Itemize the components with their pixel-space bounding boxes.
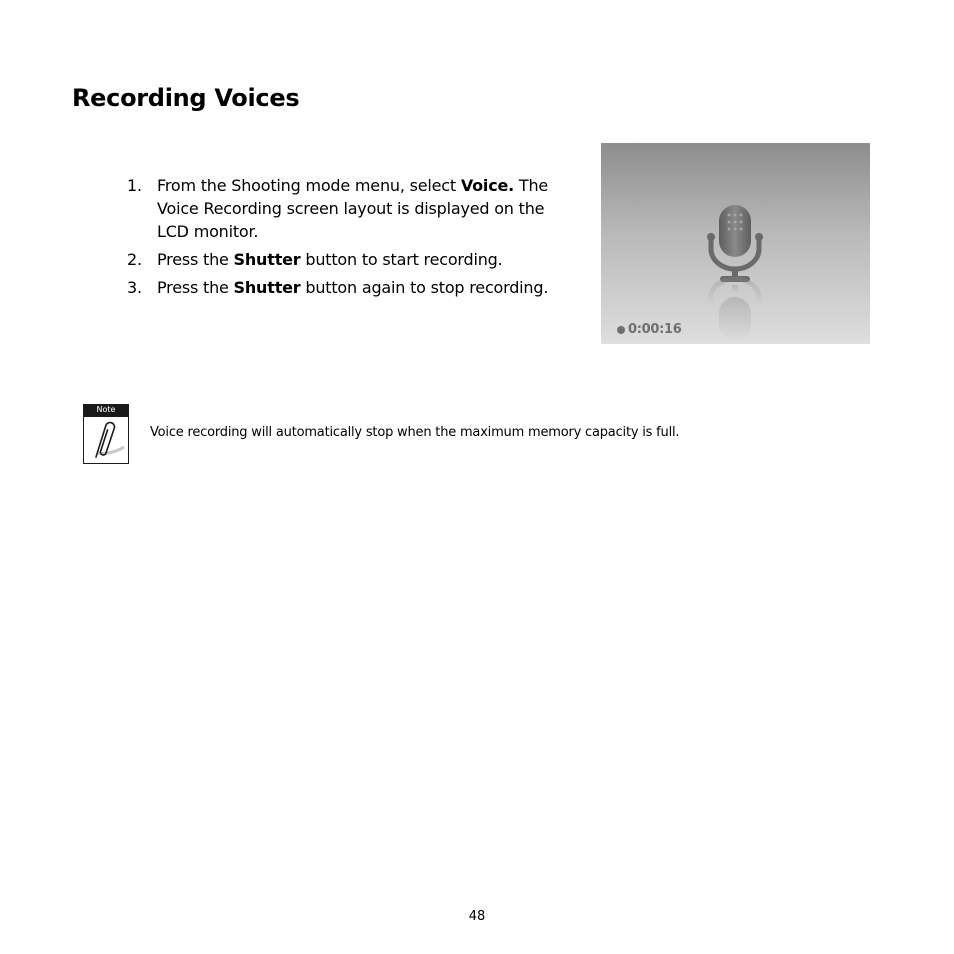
- timer-value: 0:00:16: [628, 322, 682, 337]
- step-number: 1.: [127, 176, 142, 195]
- step-number: 2.: [127, 250, 142, 269]
- step-text: Press the: [157, 278, 234, 297]
- step-bold: Voice.: [460, 176, 515, 195]
- note-icon: [83, 404, 129, 463]
- list-item: [127, 174, 567, 243]
- page-title: Recording Voices: [72, 84, 300, 112]
- step-text: button to start recording.: [300, 250, 503, 269]
- lcd-screen-image: [601, 143, 870, 344]
- step-text: Press the: [157, 250, 234, 269]
- note-label: Note: [83, 404, 129, 416]
- note-text: Voice recording will automatically stop when the maximum memory capacity is full.: [150, 425, 680, 440]
- microphone-icon: [703, 201, 767, 343]
- record-dot-icon: [617, 326, 625, 334]
- paperclip-icon: [84, 417, 128, 463]
- recording-timer: [617, 322, 682, 337]
- step-bold: Shutter: [233, 250, 301, 269]
- list-item: [127, 248, 567, 271]
- step-bold: Shutter: [233, 278, 301, 297]
- steps-list: [127, 174, 567, 304]
- step-number: 3.: [127, 278, 142, 297]
- page-number: 48: [468, 909, 486, 924]
- step-text: button again to stop recording.: [300, 278, 549, 297]
- step-text: From the Shooting mode menu, select: [157, 176, 461, 195]
- step-text: The Voice Recording screen layout is displayed on the LCD monitor.: [157, 176, 549, 241]
- list-item: [127, 276, 567, 299]
- note-box: [83, 416, 129, 464]
